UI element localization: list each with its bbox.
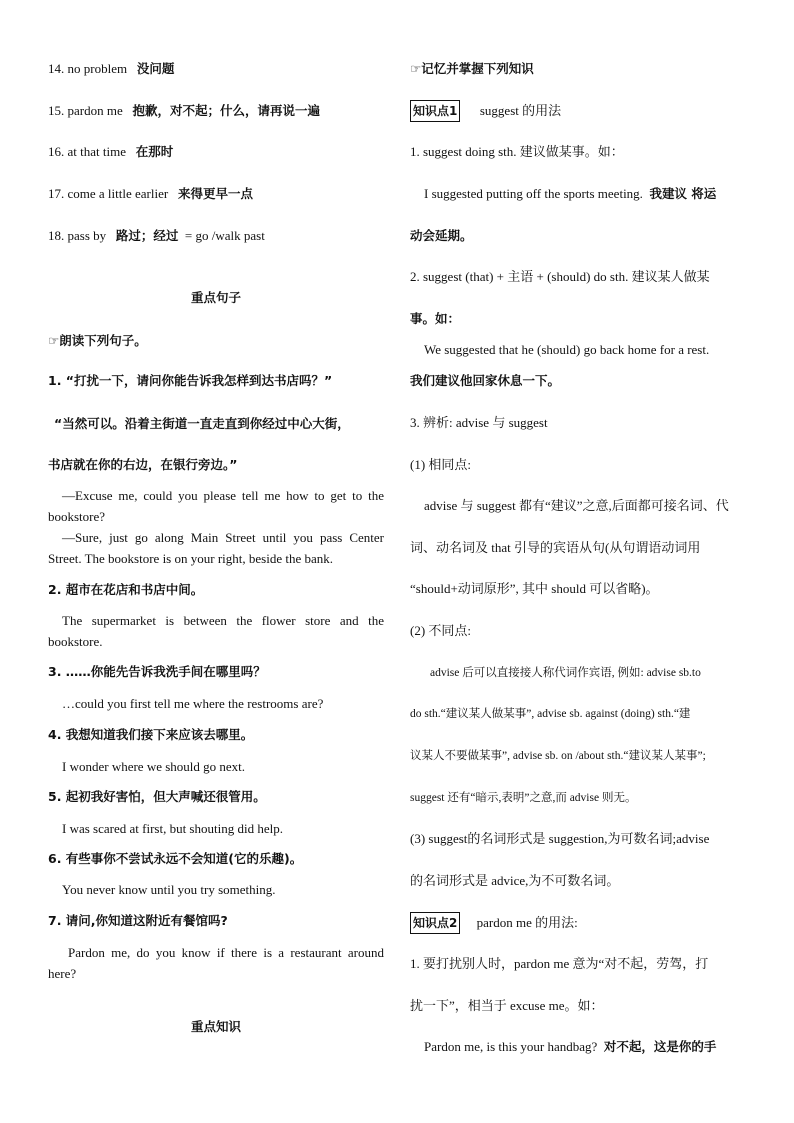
diff-points-line-a: advise 后可以直接接人称代词作宾语, 例如: advise sb.to [430,667,701,679]
sentence-6-zh: 6. 有些事你不尝试永远不会知道(它的乐趣)。 [48,851,303,866]
diff-points-line-c: 议某人不要做某事”, advise sb. on /about sth.“建议某人某事”; [410,750,706,762]
knowledge-point-2-box: 知识点2 [410,912,460,934]
k1-item-1: 1. suggest doing sth. 建议做某事。如： [410,144,624,159]
sentence-4-en: I wonder where we should go next. [62,759,246,774]
phrase-16: 16. at that time 在那时 [48,144,174,159]
sentence-3-zh: 3. ……你能先告诉我洗手间在哪里吗？ [48,664,266,679]
memory-instruction: ☞记忆并掌握下列知识 [410,61,534,76]
same-points-line-b: 词、动名词及 that 引导的宾语从句(从句谓语动词用 [410,540,701,555]
k1-example-2-zh: 我们建议他回家休息一下。 [410,373,561,388]
phrase-15: 15. pardon me 抱歉，对不起；什么，请再说一遍 [48,103,320,118]
noun-form-line-a: (3) suggest的名词形式是 suggestion,为可数名词;advise [410,831,710,846]
diff-points-line-d: suggest 还有“暗示,表明”之意,而 advise 则无。 [410,792,637,804]
sentence-5-en: I was scared at first, but shouting did help. [62,821,283,836]
section-heading-sentences: 重点句子 [190,290,241,305]
phrase-17: 17. come a little earlier 来得更早一点 [48,186,253,201]
sentence-1-zh-c: 书店就在你的右边，在银行旁边。” [48,457,238,472]
same-points-line-c: “should+动词原形”, 其中 should 可以省略)。 [410,581,659,596]
k2-item-1-a: 1. 要打扰别人时，pardon me 意为“对不起，劳驾，打 [410,956,709,971]
same-points-heading: (1) 相同点: [410,457,472,472]
sentence-6-en: You never know until you try something. [62,882,276,897]
sentence-1-zh-a: 1. “打扰一下，请问你能告诉我怎样到达书店吗？” [48,373,333,388]
sentence-2-zh: 2. 超市在花店和书店中间。 [48,582,204,597]
sentence-1-en-a: —Excuse me, could you please tell me how to get to the bookstore? [48,488,384,524]
sentence-7-en: Pardon me, do you know if there is a restaurant around here? [48,945,384,981]
read-instruction: ☞朗读下列句子。 [48,333,147,348]
sentence-7-zh: 7. 请问,你知道这附近有餐馆吗? [48,913,228,928]
k1-example-1: I suggested putting off the sports meeting. 我建议 将运 [424,186,717,201]
phrase-14: 14. no problem 没问题 [48,61,175,76]
knowledge-point-1-heading: 知识点1 suggest 的用法 [410,100,561,122]
same-points-line-a: advise 与 suggest 都有“建议”之意,后面都可接名词、代 [424,498,729,513]
k1-item-2-a: 2. suggest (that) + 主语 + (should) do sth. 建议某人做某 [410,269,710,284]
k1-item-3: 3. 辨析: advise 与 suggest [410,415,548,430]
knowledge-point-2-heading: 知识点2 pardon me 的用法: [410,912,578,934]
k2-example: Pardon me, is this your handbag? 对不起，这是你的手 [424,1039,717,1054]
phrase-18: 18. pass by 路过；经过 = go /walk past [48,228,265,243]
k1-example-1-zh-cont: 动会延期。 [410,228,473,243]
knowledge-point-1-box: 知识点1 [410,100,460,122]
k2-item-1-b: 扰一下”，相当于 excuse me。如： [410,998,604,1013]
diff-points-heading: (2) 不同点: [410,623,472,638]
k1-example-2-en: We suggested that he (should) go back home for a rest. [424,342,710,357]
noun-form-line-b: 的名词形式是 advice,为不可数名词。 [410,873,620,888]
sentence-1-zh-b: “当然可以。沿着主街道一直走直到你经过中心大街， [54,416,350,431]
section-heading-knowledge: 重点知识 [190,1019,241,1034]
k1-item-2-b: 事。如： [410,311,461,326]
sentence-1-en-b: —Sure, just go along Main Street until you pass Center Street. The bookstore is on your right, beside the bank. [48,530,384,566]
sentence-3-en: …could you first tell me where the restrooms are? [62,696,324,711]
sentence-4-zh: 4. 我想知道我们接下来应该去哪里。 [48,727,254,742]
diff-points-line-b: do sth.“建议某人做某事”, advise sb. against (doing) sth.“建 [410,708,691,720]
sentence-5-zh: 5. 起初我好害怕，但大声喊还很管用。 [48,789,266,804]
sentence-2-en: The supermarket is between the flower store and the bookstore. [48,613,384,649]
